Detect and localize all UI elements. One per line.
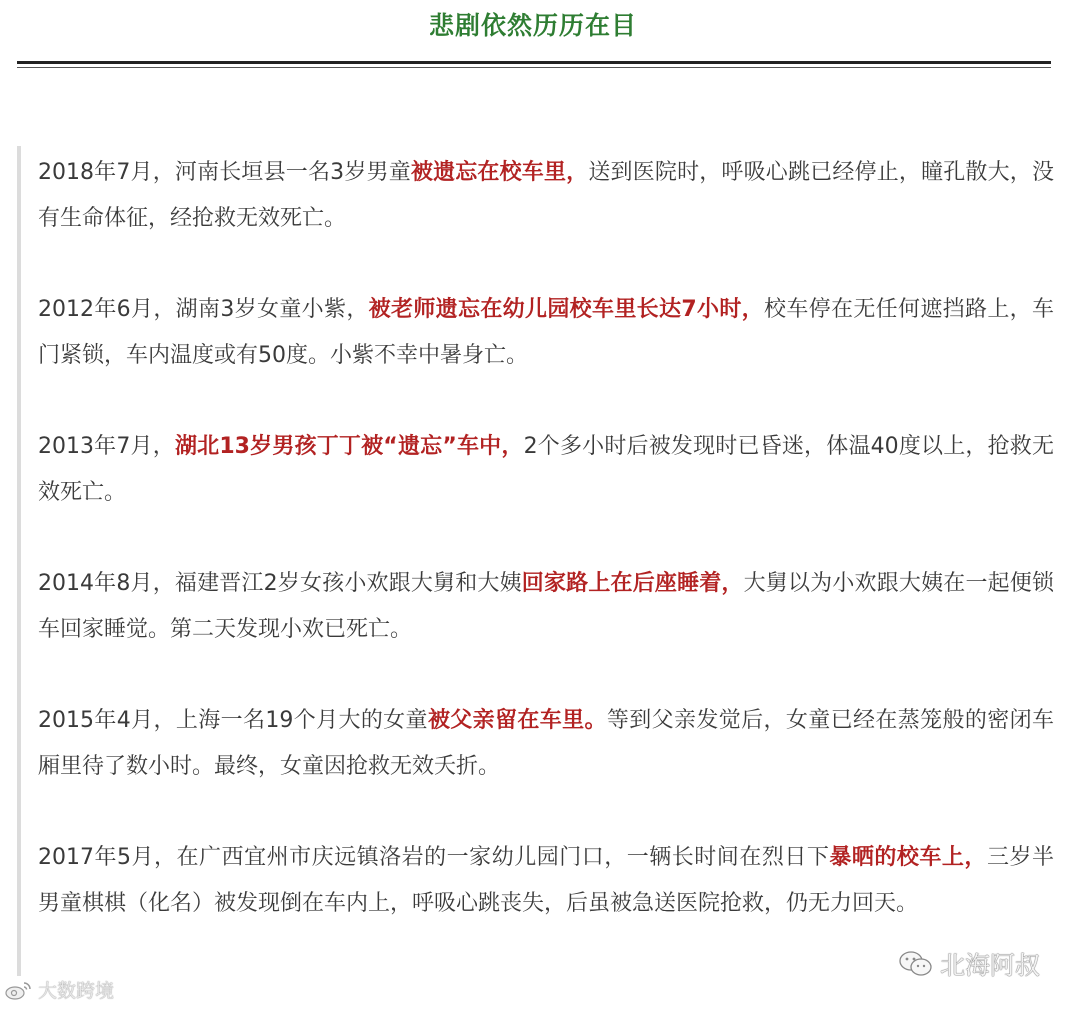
- paragraph-text: 2013年7月，: [38, 434, 175, 459]
- blockquote-bar: [17, 146, 21, 976]
- paragraph-text: 2个多小时后被发现时已昏迷，体温40度以上，抢救无效死亡。: [38, 434, 1054, 505]
- paragraph-text: 2012年6月，湖南3岁女童小紫，: [38, 297, 369, 322]
- wechat-icon: [898, 950, 934, 978]
- highlight-text: 湖北13岁男孩丁丁被“遗忘”车中，: [174, 434, 524, 459]
- highlight-text: 被遗忘在校车里，: [410, 160, 589, 185]
- watermark-left: [4, 976, 114, 1003]
- paragraph-2013: [38, 424, 1054, 516]
- paragraph-text: 大舅以为小欢跟大姨在一起便锁车回家睡觉。第二天发现小欢已死亡。: [38, 571, 1054, 642]
- paragraph-text: 校车停在无任何遮挡路上，车门紧锁，车内温度或有50度。小紫不幸中暑身亡。: [38, 297, 1055, 368]
- watermark-right: [898, 946, 1040, 982]
- paragraph-2017: [38, 835, 1054, 927]
- paragraph-2015: [38, 698, 1054, 790]
- paragraph-text: 等到父亲发觉后，女童已经在蒸笼般的密闭车厢里待了数小时。最终，女童因抢救无效夭折。: [38, 708, 1054, 779]
- paragraph-text: 2014年8月，福建晋江2岁女孩小欢跟大舅和大姨: [38, 571, 522, 596]
- heading-divider-thick: [17, 61, 1051, 64]
- section-heading: 悲剧依然历历在目: [428, 11, 637, 40]
- paragraph-text: 2015年4月，上海一名19个月大的女童: [38, 708, 428, 733]
- highlight-text: 回家路上在后座睡着，: [521, 571, 744, 596]
- watermark-left-text: 大数跨境: [38, 980, 115, 1002]
- article-body: [38, 150, 1054, 972]
- paragraph-text: 送到医院时，呼吸心跳已经停止，瞳孔散大，没有生命体征，经抢救无效死亡。: [38, 160, 1054, 231]
- paragraph-text: 2018年7月，河南长垣县一名3岁男童: [38, 160, 411, 185]
- paragraph-text: 三岁半男童棋棋（化名）被发现倒在车内上，呼吸心跳丧失，后虽被急送医院抢救，仍无力回天。: [38, 845, 1054, 916]
- paragraph-2012: [38, 287, 1054, 379]
- highlight-text: 暴晒的校车上，: [829, 845, 987, 870]
- paragraph-text: 2017年5月，在广西宜州市庆远镇洛岩的一家幼儿园门口，一辆长时间在烈日下: [38, 845, 830, 870]
- heading-divider-thin: [17, 67, 1051, 68]
- watermark-right-text: 北海阿叔: [940, 951, 1041, 980]
- highlight-text: 被老师遗忘在幼儿园校车里长达7小时，: [368, 297, 764, 322]
- paragraph-2018: [38, 150, 1054, 242]
- paragraph-2014: [38, 561, 1054, 653]
- highlight-text: 被父亲留在车里。: [427, 708, 607, 733]
- weibo-icon: [4, 979, 34, 1001]
